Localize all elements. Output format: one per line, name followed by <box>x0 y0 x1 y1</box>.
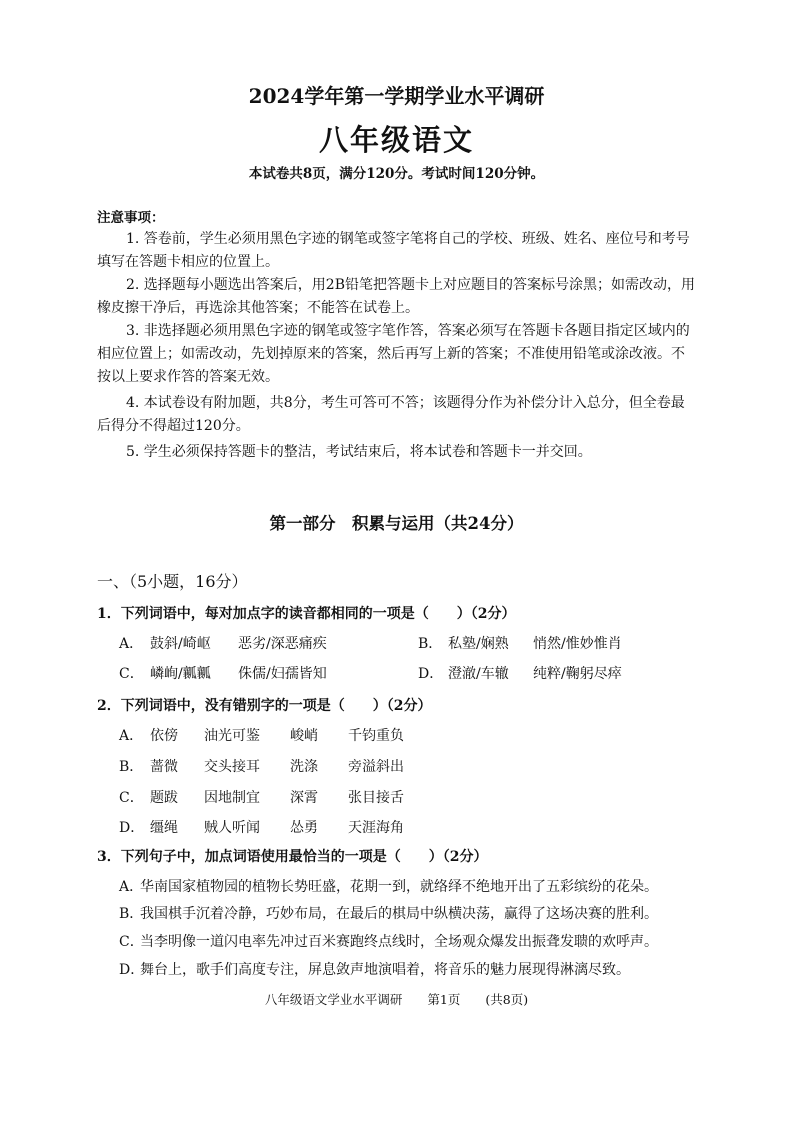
q2-option-c-word: 因地制宜 <box>204 790 260 806</box>
notice-item-2: 2. 选择题每小题选出答案后，用2B铅笔把答题卡上对应题目的答案标号涂黑；如需改动，用橡皮擦干净后，再选涂其他答案；不能答在试卷上。 <box>97 277 696 316</box>
q2-option-c-word: 张目接舌 <box>348 790 404 806</box>
q2-option-d-word: 怂勇 <box>290 820 318 836</box>
q2-option-b-word: 交头接耳 <box>204 759 260 775</box>
q2-option-b-word: 旁溢斜出 <box>348 759 404 775</box>
exam-subtitle: 本试卷共8页，满分120分。考试时间120分钟。 <box>248 166 545 182</box>
notice-item-4: 4. 本试卷设有附加题，共8分，考生可答可不答；该题得分作为补偿分计入总分，但全卷最后得分不得超过120分。 <box>97 395 685 434</box>
q1-option-b-label: B． <box>418 636 443 652</box>
q3-option-c-text: 当李明像一道闪电率先冲过百米赛跑终点线时，全场观众爆发出振聋发聩的欢呼声。 <box>140 934 658 950</box>
question-3-stem: 3．下列句子中，加点词语使用最恰当的一项是（ ）（2分） <box>97 849 488 865</box>
q3-option-b-text: 我国棋手沉着冷静，巧妙布局，在最后的棋局中纵横决荡，赢得了这场决赛的胜利。 <box>140 906 658 922</box>
q2-option-c-word: 深霄 <box>290 790 318 806</box>
q2-option-b-word: 洗涤 <box>290 759 318 775</box>
q1-option-d-word1: 澄澈/车辙 <box>448 666 509 682</box>
q2-option-a-word: 油光可鉴 <box>204 728 260 744</box>
q1-option-a-label: A． <box>119 636 144 652</box>
q3-option-d-label: D． <box>119 962 145 978</box>
q2-option-b-label: B． <box>119 759 144 775</box>
question-2-stem: 2．下列词语中，没有错别字的一项是（ ）（2分） <box>97 698 432 714</box>
q2-option-c-word: 题跋 <box>150 790 178 806</box>
q1-option-a-word2: 恶劣/深恶痛疾 <box>238 636 327 652</box>
q2-option-b-word: 蔷微 <box>150 759 178 775</box>
q2-option-a-word: 千钧重负 <box>348 728 404 744</box>
exam-main-title: 八年级语文 <box>318 123 474 157</box>
notice-heading: 注意事项： <box>97 210 165 226</box>
section-one-heading: 一、（5小题，16分） <box>97 572 248 591</box>
q3-option-b-label: B． <box>119 906 144 922</box>
q1-option-d-label: D． <box>418 666 444 682</box>
q3-option-c-label: C． <box>119 934 144 950</box>
q2-option-d-label: D． <box>119 820 145 836</box>
notice-item-3: 3. 非选择题必须用黑色字迹的钢笔或签字笔作答，答案必须写在答题卡各题目指定区域内的相应位置上；如需改动，先划掉原来的答案，然后再写上新的答案；不准使用铅笔或涂改液。不按以上要求作答的答案无效。 <box>97 323 690 385</box>
q2-option-a-word: 依傍 <box>150 728 178 744</box>
q1-option-c-word2: 侏儒/妇孺皆知 <box>238 666 327 682</box>
question-1-stem: 1．下列词语中，每对加点字的读音都相同的一项是（ ）（2分） <box>97 606 516 622</box>
part-one-title: 第一部分 积累与运用（共24分） <box>269 514 524 533</box>
q1-option-a-word1: 鼓斜/崎岖 <box>150 636 211 652</box>
q1-option-b-word2: 悄然/惟妙惟肖 <box>533 636 622 652</box>
q2-option-c-label: C． <box>119 790 144 806</box>
q2-option-d-word: 缰绳 <box>150 820 178 836</box>
q3-option-a-text: 华南国家植物园的植物长势旺盛，花期一到，就络绎不绝地开出了五彩缤纷的花朵。 <box>140 879 658 895</box>
notice-item-1: 1. 答卷前，学生必须用黑色字迹的钢笔或签字笔将自己的学校、班级、姓名、座位号和考号填写在答题卡相应的位置上。 <box>97 231 690 270</box>
exam-year-title: 2024学年第一学期学业水平调研 <box>248 84 545 108</box>
q2-option-a-label: A． <box>119 728 144 744</box>
q2-option-d-word: 贼人听闻 <box>204 820 260 836</box>
q3-option-a-label: A． <box>119 879 144 895</box>
q1-option-d-word2: 纯粹/鞠躬尽瘁 <box>533 666 622 682</box>
page-footer: 八年级语文学业水平调研 第1页 (共8页) <box>264 992 529 1007</box>
q2-option-a-word: 峻峭 <box>290 728 318 744</box>
q1-option-c-word1: 嶙峋/瓤瓤 <box>150 666 211 682</box>
q1-option-c-label: C． <box>119 666 144 682</box>
q3-option-d-text: 舞台上，歌手们高度专注，屏息敛声地演唱着，将音乐的魅力展现得淋漓尽致。 <box>140 962 630 978</box>
notice-item-5: 5. 学生必须保持答题卡的整洁，考试结束后，将本试卷和答题卡一并交回。 <box>126 444 592 460</box>
q1-option-b-word1: 私塾/娴熟 <box>448 636 509 652</box>
q2-option-d-word: 天涯海角 <box>348 820 404 836</box>
